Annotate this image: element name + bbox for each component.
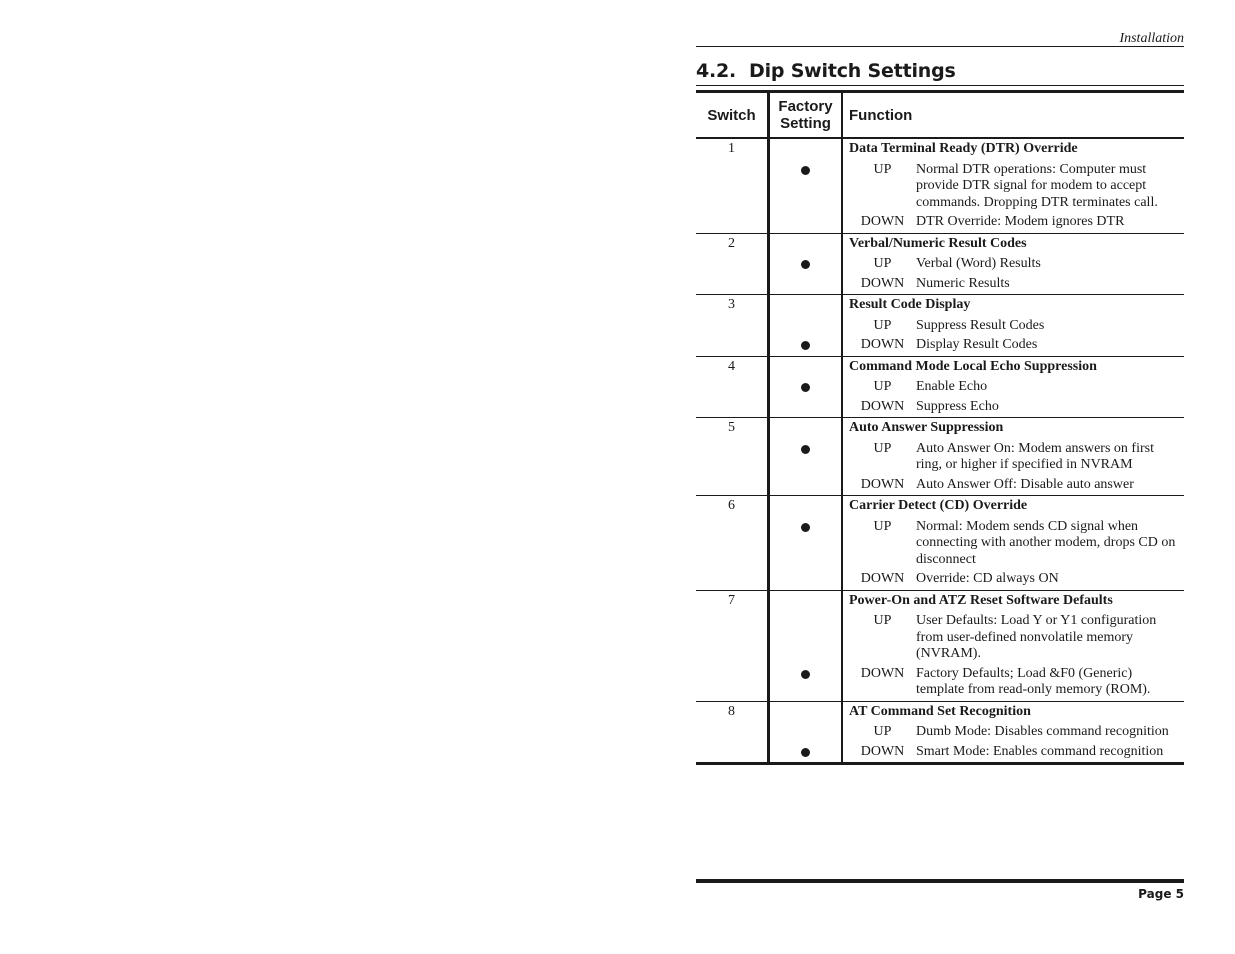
factory-setting-cell	[767, 496, 843, 590]
option-description: Normal DTR operations: Computer must provide DTR signal for modem to accept commands. Dropping DTR terminates call.	[916, 161, 1158, 210]
option-up	[849, 379, 1178, 396]
function-title: Data Terminal Ready (DTR) Override	[849, 141, 1078, 156]
option-up	[849, 724, 1178, 741]
option-description: Verbal (Word) Results	[916, 256, 1041, 271]
function-cell	[843, 357, 1184, 418]
heading-number: 4.2.	[696, 60, 737, 82]
table-row	[696, 294, 1184, 356]
factory-setting-dot-icon	[801, 166, 810, 175]
function-title: Verbal/Numeric Result Codes	[849, 235, 1027, 251]
function-title: Command Mode Local Echo Suppression	[849, 358, 1097, 374]
header-factory-setting	[767, 93, 843, 137]
option-key: UP	[873, 724, 892, 739]
function-cell	[843, 496, 1184, 590]
switch-number: 7	[728, 592, 735, 608]
bottom-divider	[696, 879, 1184, 883]
option-key: DOWN	[860, 743, 905, 759]
function-cell	[843, 591, 1184, 701]
table-row	[696, 495, 1184, 590]
option-key: DOWN	[860, 476, 905, 492]
option-description: Enable Echo	[916, 379, 988, 394]
factory-setting-dot-icon	[801, 341, 810, 350]
option-description: Dumb Mode: Disables command recognition	[916, 724, 1169, 739]
option-key: UP	[873, 317, 892, 333]
option-up	[849, 613, 1178, 663]
factory-setting-cell	[767, 418, 843, 495]
function-title: Power-On and ATZ Reset Software Defaults	[849, 592, 1113, 608]
option-down	[849, 337, 1178, 354]
table-row	[696, 139, 1184, 233]
option-description: Suppress Echo	[916, 398, 999, 414]
option-description: Normal: Modem sends CD signal when connecting with another modem, drops CD on disconnect	[916, 518, 1176, 567]
page-number: Page 5	[1138, 887, 1184, 901]
top-divider	[696, 46, 1184, 47]
option-up	[849, 519, 1178, 569]
option-key: UP	[873, 379, 892, 394]
option-key: DOWN	[860, 214, 905, 229]
factory-setting-dot-icon	[801, 260, 810, 269]
option-description: Smart Mode: Enables command recognition	[916, 743, 1164, 759]
switch-number: 3	[728, 297, 735, 312]
function-title: Result Code Display	[849, 297, 971, 312]
option-down	[849, 276, 1178, 293]
header-function: Function	[849, 106, 913, 124]
table-row	[696, 417, 1184, 495]
factory-setting-cell	[767, 702, 843, 763]
document-page	[696, 0, 1184, 954]
option-key: DOWN	[860, 665, 905, 681]
function-title: AT Command Set Recognition	[849, 703, 1031, 719]
option-description: Display Result Codes	[916, 337, 1038, 352]
heading-divider	[696, 85, 1184, 86]
option-description: Auto Answer On: Modem answers on first ring, or higher if specified in NVRAM	[916, 440, 1154, 472]
option-up	[849, 162, 1178, 212]
section-label: Installation	[1119, 31, 1184, 46]
function-cell	[843, 234, 1184, 295]
table-row	[696, 356, 1184, 418]
option-description: DTR Override: Modem ignores DTR	[916, 214, 1125, 229]
switch-number: 8	[728, 703, 735, 719]
option-down	[849, 666, 1178, 699]
option-down	[849, 571, 1178, 588]
option-description: Suppress Result Codes	[916, 317, 1045, 333]
factory-setting-dot-icon	[801, 670, 810, 679]
factory-setting-dot-icon	[801, 445, 810, 454]
factory-setting-dot-icon	[801, 383, 810, 392]
option-down	[849, 477, 1178, 494]
option-key: DOWN	[860, 275, 905, 291]
option-description: Factory Defaults; Load &F0 (Generic) template from read-only memory (ROM).	[916, 665, 1151, 697]
table-header	[696, 93, 1184, 139]
option-key: UP	[873, 256, 892, 271]
factory-setting-cell	[767, 295, 843, 356]
option-key: UP	[873, 613, 892, 628]
heading-title: Dip Switch Settings	[749, 60, 956, 82]
option-up	[849, 256, 1178, 273]
function-cell	[843, 702, 1184, 763]
option-key: UP	[873, 518, 892, 534]
function-cell	[843, 295, 1184, 356]
factory-setting-cell	[767, 591, 843, 701]
function-cell	[843, 418, 1184, 495]
header-factory-line2: Setting	[780, 115, 831, 132]
option-description: Override: CD always ON	[916, 571, 1059, 586]
table-body	[696, 139, 1184, 762]
switch-number: 4	[728, 358, 735, 374]
dip-switch-table	[696, 90, 1184, 765]
switch-number: 1	[728, 141, 735, 156]
option-key: DOWN	[860, 337, 905, 352]
factory-setting-cell	[767, 357, 843, 418]
option-key: DOWN	[860, 398, 905, 414]
function-cell	[843, 139, 1184, 233]
table-row	[696, 701, 1184, 763]
page-heading	[696, 60, 1184, 82]
factory-setting-dot-icon	[801, 748, 810, 757]
option-up	[849, 441, 1178, 474]
option-up	[849, 318, 1178, 335]
option-key: DOWN	[860, 571, 905, 586]
switch-number: 2	[728, 235, 735, 251]
table-row	[696, 233, 1184, 295]
option-description: Numeric Results	[916, 275, 1010, 291]
switch-number: 5	[728, 420, 735, 435]
option-key: UP	[873, 440, 892, 456]
function-title: Auto Answer Suppression	[849, 420, 1004, 435]
factory-setting-cell	[767, 139, 843, 233]
function-title: Carrier Detect (CD) Override	[849, 498, 1028, 513]
switch-number: 6	[728, 498, 735, 513]
header-factory-line1: Factory	[778, 98, 833, 115]
option-key: UP	[873, 161, 892, 177]
option-description: Auto Answer Off: Disable auto answer	[916, 476, 1134, 492]
table-row	[696, 590, 1184, 701]
factory-setting-dot-icon	[801, 523, 810, 532]
option-down	[849, 399, 1178, 416]
option-description: User Defaults: Load Y or Y1 configuration from user-defined nonvolatile memory (NVRAM).	[916, 613, 1157, 661]
option-down	[849, 214, 1178, 231]
factory-setting-cell	[767, 234, 843, 295]
header-switch: Switch	[707, 106, 756, 124]
option-down	[849, 744, 1178, 761]
